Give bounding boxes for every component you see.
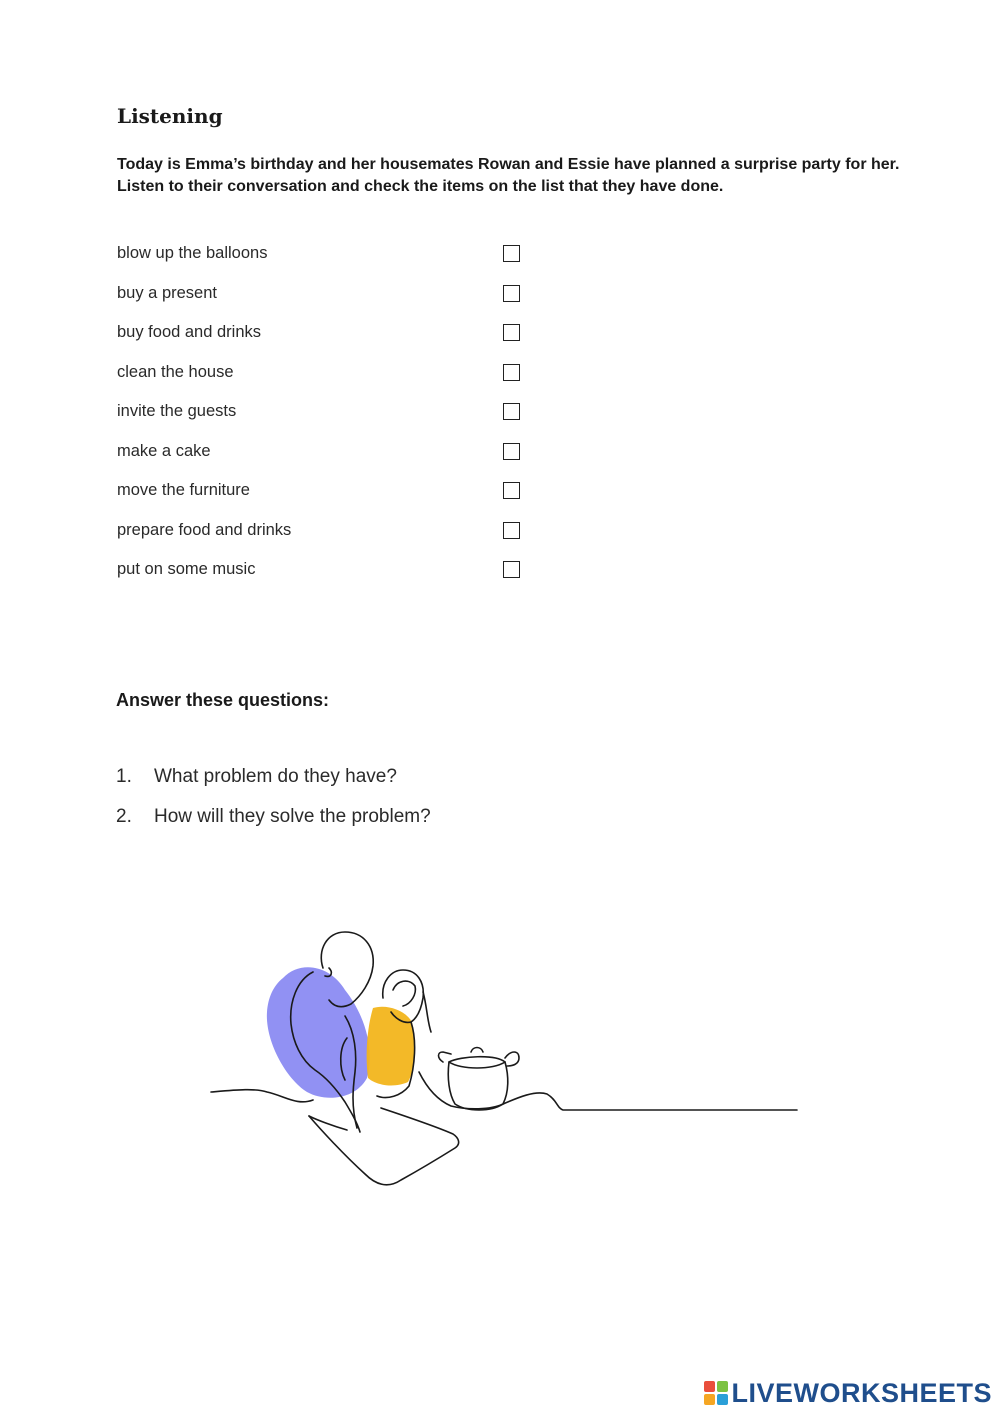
checklist-item-label: put on some music xyxy=(117,560,256,578)
checkbox[interactable] xyxy=(503,443,520,460)
instructions xyxy=(117,154,917,198)
task-checklist xyxy=(117,236,537,592)
checklist-item xyxy=(117,513,537,553)
checkbox[interactable] xyxy=(503,245,520,262)
question-number: 1. xyxy=(116,766,132,787)
person-right-color-fill xyxy=(367,1007,415,1086)
checkbox[interactable] xyxy=(503,482,520,499)
checklist-item xyxy=(117,473,537,513)
question-text: How will they solve the problem? xyxy=(154,806,431,827)
instructions-line-1: Today is Emma’s birthday and her housemates Rowan and Essie have planned a surprise party for her. xyxy=(117,156,900,173)
checklist-item-label: buy food and drinks xyxy=(117,323,262,341)
checklist-item-label: move the furniture xyxy=(117,481,250,499)
checklist-item-label: invite the guests xyxy=(117,402,237,420)
checklist-item xyxy=(117,355,537,395)
questions-title: Answer these questions: xyxy=(116,690,330,710)
liveworksheets-logo xyxy=(704,1378,992,1408)
cooking-illustration-icon xyxy=(205,920,805,1200)
checklist-item-label: clean the house xyxy=(117,362,234,381)
worksheet-heading: Listening xyxy=(117,104,223,128)
checklist-item xyxy=(117,276,537,316)
checklist-item-label: make a cake xyxy=(117,441,211,460)
checkbox[interactable] xyxy=(503,364,520,381)
checkbox[interactable] xyxy=(503,285,520,302)
checklist-item xyxy=(117,434,537,474)
checkbox[interactable] xyxy=(503,403,520,420)
checklist-item-label: prepare food and drinks xyxy=(117,520,292,539)
checkbox[interactable] xyxy=(503,324,520,341)
checklist-item-label: buy a present xyxy=(117,283,217,302)
question-number: 2. xyxy=(116,806,132,827)
checklist-item xyxy=(117,394,537,434)
question-text: What problem do they have? xyxy=(154,766,397,787)
checklist-item xyxy=(117,552,537,592)
checkbox[interactable] xyxy=(503,522,520,539)
liveworksheets-logo-icon xyxy=(704,1381,728,1405)
checklist-item xyxy=(117,315,537,355)
checkbox[interactable] xyxy=(503,561,520,578)
checklist-item-label: blow up the balloons xyxy=(117,244,268,262)
liveworksheets-logo-text: LIVEWORKSHEETS xyxy=(731,1377,992,1408)
instructions-line-2: Listen to their conversation and check the items on the list that they have done. xyxy=(117,178,724,195)
checklist-item xyxy=(117,236,537,276)
